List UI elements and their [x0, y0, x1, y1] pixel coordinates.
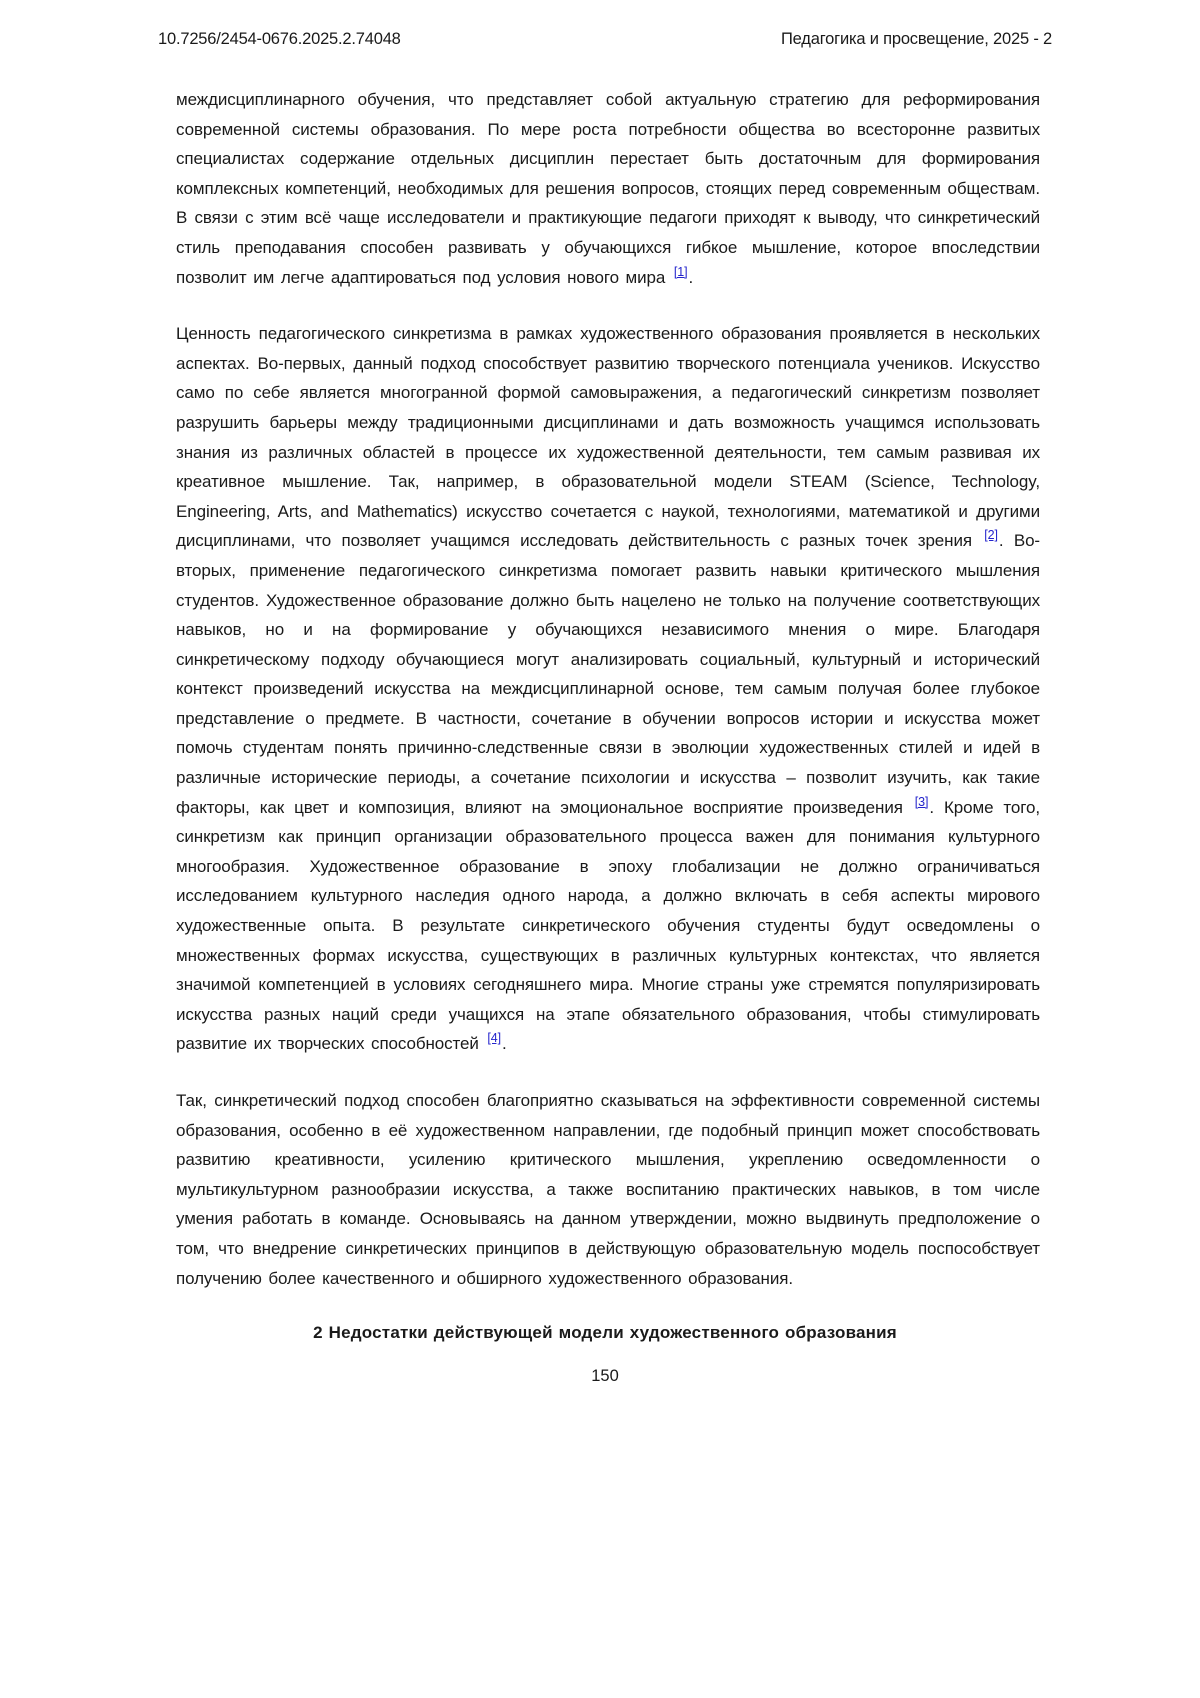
paragraph [176, 1086, 1040, 1293]
footnote-ref-link[interactable]: [2] [984, 528, 998, 543]
page-number: 150 [591, 1367, 619, 1386]
article-body [158, 85, 1052, 1317]
paragraph-text: . Во-вторых, применение педагогического синкретизма помогает развить навыки критического мышления студентов. Художественное образование должно быть нацелено не только на получение соответствующих навыков, но и на формирование у обучающихся независимого мнения о мире. Благодаря синкретическому подходу обучающиеся могут анализировать социальный, культурный и исторический контекст произведений искусства на междисциплинарной основе, тем самым получая более глубокое представление о предмете. В частности, сочетание в обучении вопросов истории и искусства может помочь студентам понять причинно-следственные связи в эволюции художественных стилей и идей в различные исторические периоды, а сочетание психологии и искусства – позволит изучить, как такие факторы, как цвет и композиция, влияют на эмоциональное восприятие произведения [176, 531, 1040, 817]
paragraph-text: . [502, 1034, 507, 1054]
paragraph [176, 85, 1040, 292]
footnote-ref-link[interactable]: [4] [487, 1031, 502, 1046]
paragraph-text: . Кроме того, синкретизм как принцип организации образовательного процесса важен для понимания культурного многообразия. Художественное образование в эпоху глобализации не должно ограничиваться исследованием культурного наследия одного народа, а должно включать в себя аспекты мирового художественные опыта. В результате синкретического обучения студенты будут осведомлены о множественных формах искусства, существующих в различных культурных контекстах, что является значимой компетенцией в условиях сегодняшнего мира. Многие страны уже стремятся популяризировать искусства разных наций среди учащихся на этапе обязательного образования, чтобы стимулировать развитие их творческих способностей [176, 797, 1040, 1054]
page-footer [158, 1367, 1052, 1386]
page-header [158, 30, 1052, 49]
footnote-ref-link[interactable]: [3] [914, 794, 929, 809]
paragraph-text: Так, синкретический подход способен благоприятно сказываться на эффективности современной системы образования, особенно в её художественном направлении, где подобный принцип может способствовать развитию креативности, усилению критического мышления, укреплению осведомленности о мультикультурном разнообразии искусства, а также воспитанию практических навыков, в том числе умения работать в команде. Основываясь на данном утверждении, можно выдвинуть предположение о том, что внедрение синкретических принципов в действующую образовательную модель поспособствует получению более качественного и обширного художественного образования. [176, 1091, 1040, 1288]
paragraph-text: междисциплинарного обучения, что представляет собой актуальную стратегию для реформирования современной системы образования. По мере роста потребности общества во всесторонне развитых специалистах содержание отдельных дисциплин перестает быть достаточным для формирования комплексных компетенций, необходимых для решения вопросов, стоящих перед современным обществам. В связи с этим всё чаще исследователи и практикующие педагоги приходят к выводу, что синкретический стиль преподавания способен развивать у обучающихся гибкое мышление, которое впоследствии позволит им легче адаптироваться под условия нового мира [176, 90, 1040, 287]
paragraph-text: Ценность педагогического синкретизма в рамках художественного образования проявляется в нескольких аспектах. Во-первых, данный подход способствует развитию творческого потенциала учеников. Искусство само по себе является многогранной формой самовыражения, а педагогический синкретизм позволяет разрушить барьеры между традиционными дисциплинами и дать возможность учащимся использовать знания из различных областей в процессе их художественной деятельности, тем самым развивая их креативное мышление. Так, например, в образовательной модели STEAM (Science, Technology, Engineering, Arts, and Mathematics) искусство сочетается с наукой, технологиями, математикой и другими дисциплинами, что позволяет учащимся исследовать действительность с разных точек зрения [176, 324, 1040, 551]
section-heading: 2 Недостатки действующей модели художественного образования [313, 1323, 897, 1343]
paragraph-text: . [688, 267, 694, 287]
header-journal-title: Педагогика и просвещение, 2025 - 2 [781, 30, 1052, 48]
header-doi: 10.7256/2454-0676.2025.2.74048 [158, 30, 401, 48]
paragraph [176, 319, 1040, 1059]
footnote-ref-link[interactable]: [1] [673, 264, 688, 279]
